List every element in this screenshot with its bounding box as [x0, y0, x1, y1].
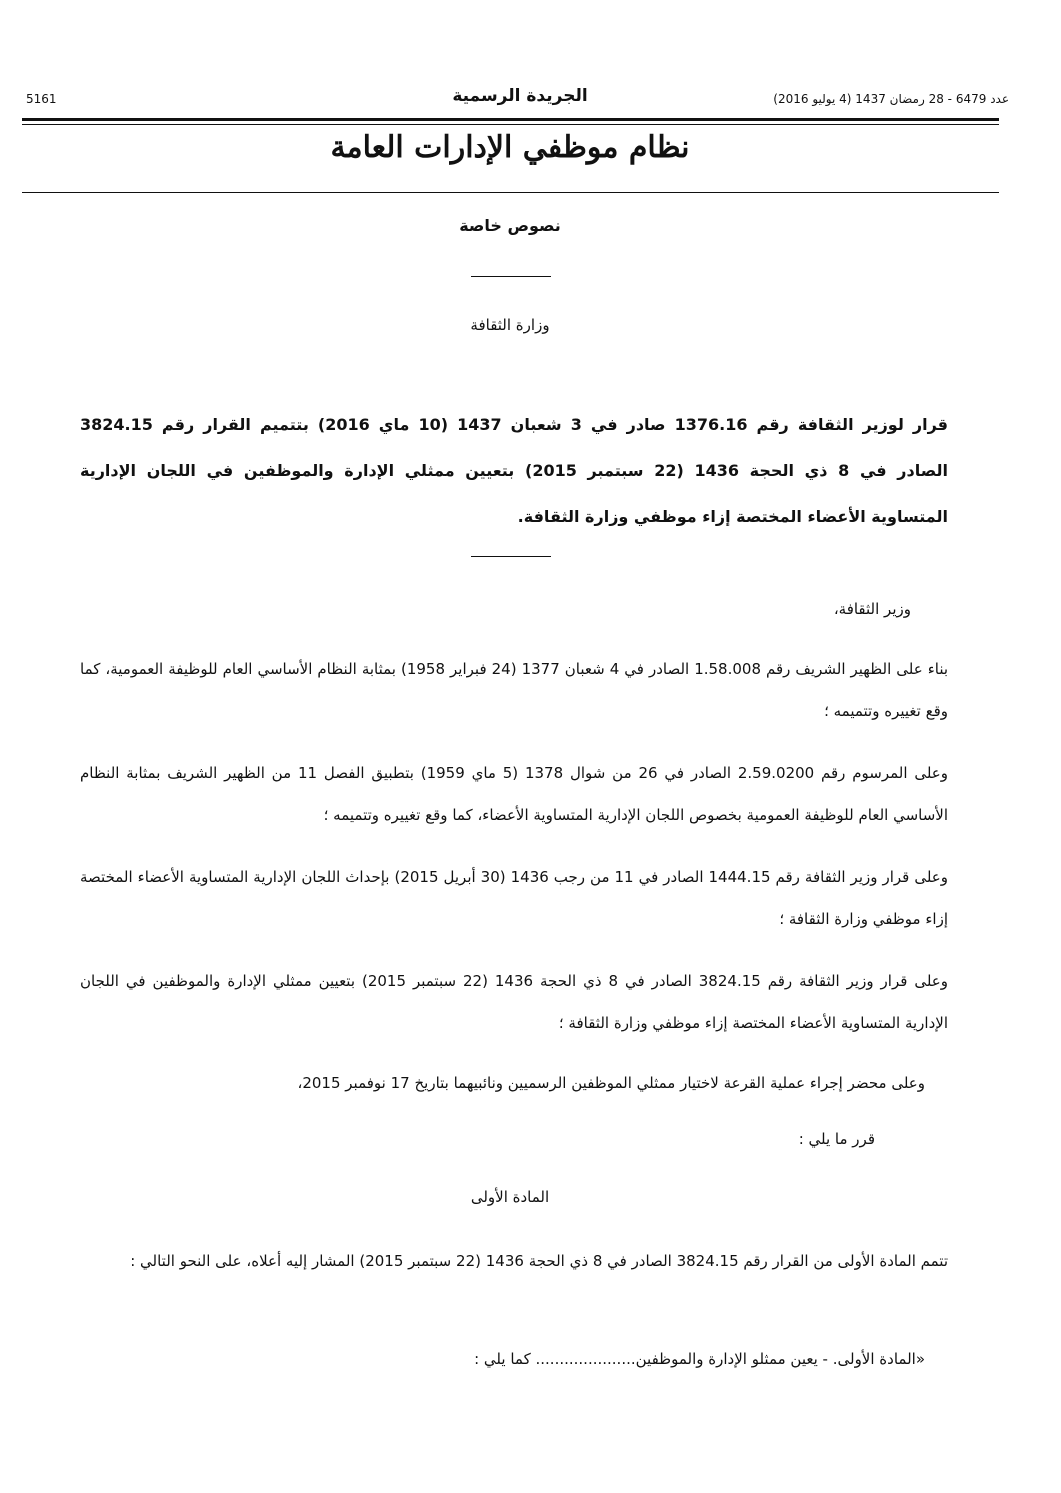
- title-rule: [22, 192, 999, 193]
- preamble-paragraph: وعلى قرار وزير الثقافة رقم 1444.15 الصادر في 11 من رجب 1436 (30 أبريل 2015) بإحداث اللجان الإدارية المتساوية الأعضاء المختصة إزاء موظفي وزارة الثقافة ؛: [80, 868, 948, 928]
- quoted-article-line: «المادة الأولى. - يعين ممثلو الإدارة والموظفين..................... كما يلي :: [474, 1350, 925, 1368]
- article-title: المادة الأولى: [470, 1188, 550, 1206]
- divider: [471, 276, 551, 277]
- decides-line: قرر ما يلي :: [798, 1130, 875, 1148]
- header-rule: [22, 118, 999, 121]
- decision-title: قرار لوزير الثقافة رقم 1376.16 صادر في 3 شعبان 1437 (10 ماي 2016) بتتميم القرار رقم 3824.15 الصادر في 8 ذي الحجة 1436 (22 سبتمبر 2015) بتعيين ممثلي الإدارة والموظفين في اللجان الإدارية المتساوية الأعضاء المختصة إزاء موظفي وزارة الثقافة.: [80, 415, 949, 526]
- subsection-heading: نصوص خاصة: [459, 216, 561, 235]
- preamble-paragraph: بناء على الظهير الشريف رقم 1.58.008 الصادر في 4 شعبان 1377 (24 فبراير 1958) بمثابة النظام الأساسي العام للوظيفة العمومية، كما وقع تغييره وتتميمه ؛: [80, 660, 949, 720]
- issue-info: عدد 6479 - 28 رمضان 1437 (4 يوليو 2016): [773, 92, 1009, 106]
- preamble-paragraph: وعلى المرسوم رقم 2.59.0200 الصادر في 26 من شوال 1378 (5 ماي 1959) بتطبيق الفصل 11 من الظهير الشريف بمثابة النظام الأساسي العام للوظيفة العمومية بخصوص اللجان الإدارية المتساوية الأعضاء، كما وقع تغييره وتتميمه ؛: [80, 764, 948, 824]
- header-rule-thin: [22, 124, 999, 125]
- ministry-name: وزارة الثقافة: [470, 316, 550, 334]
- page-number: 5161: [26, 92, 57, 106]
- divider: [471, 556, 551, 557]
- journal-name: الجريدة الرسمية: [452, 86, 588, 106]
- preamble-paragraph: وعلى قرار وزير الثقافة رقم 3824.15 الصادر في 8 ذي الحجة 1436 (22 سبتمبر 2015) بتعيين ممثلي الإدارة والموظفين في اللجان الإدارية المتساوية الأعضاء المختصة إزاء موظفي وزارة الثقافة ؛: [80, 972, 948, 1032]
- article-text: تتمم المادة الأولى من القرار رقم 3824.15 الصادر في 8 ذي الحجة 1436 (22 سبتمبر 2015) المشار إليه أعلاه، على النحو التالي :: [130, 1252, 948, 1270]
- section-title: نظام موظفي الإدارات العامة: [330, 130, 690, 165]
- minister-line: وزير الثقافة،: [833, 600, 911, 618]
- minutes-line: وعلى محضر إجراء عملية القرعة لاختيار ممثلي الموظفين الرسميين ونائبيهما بتاريخ 17 نوفمبر 2015،: [297, 1074, 925, 1092]
